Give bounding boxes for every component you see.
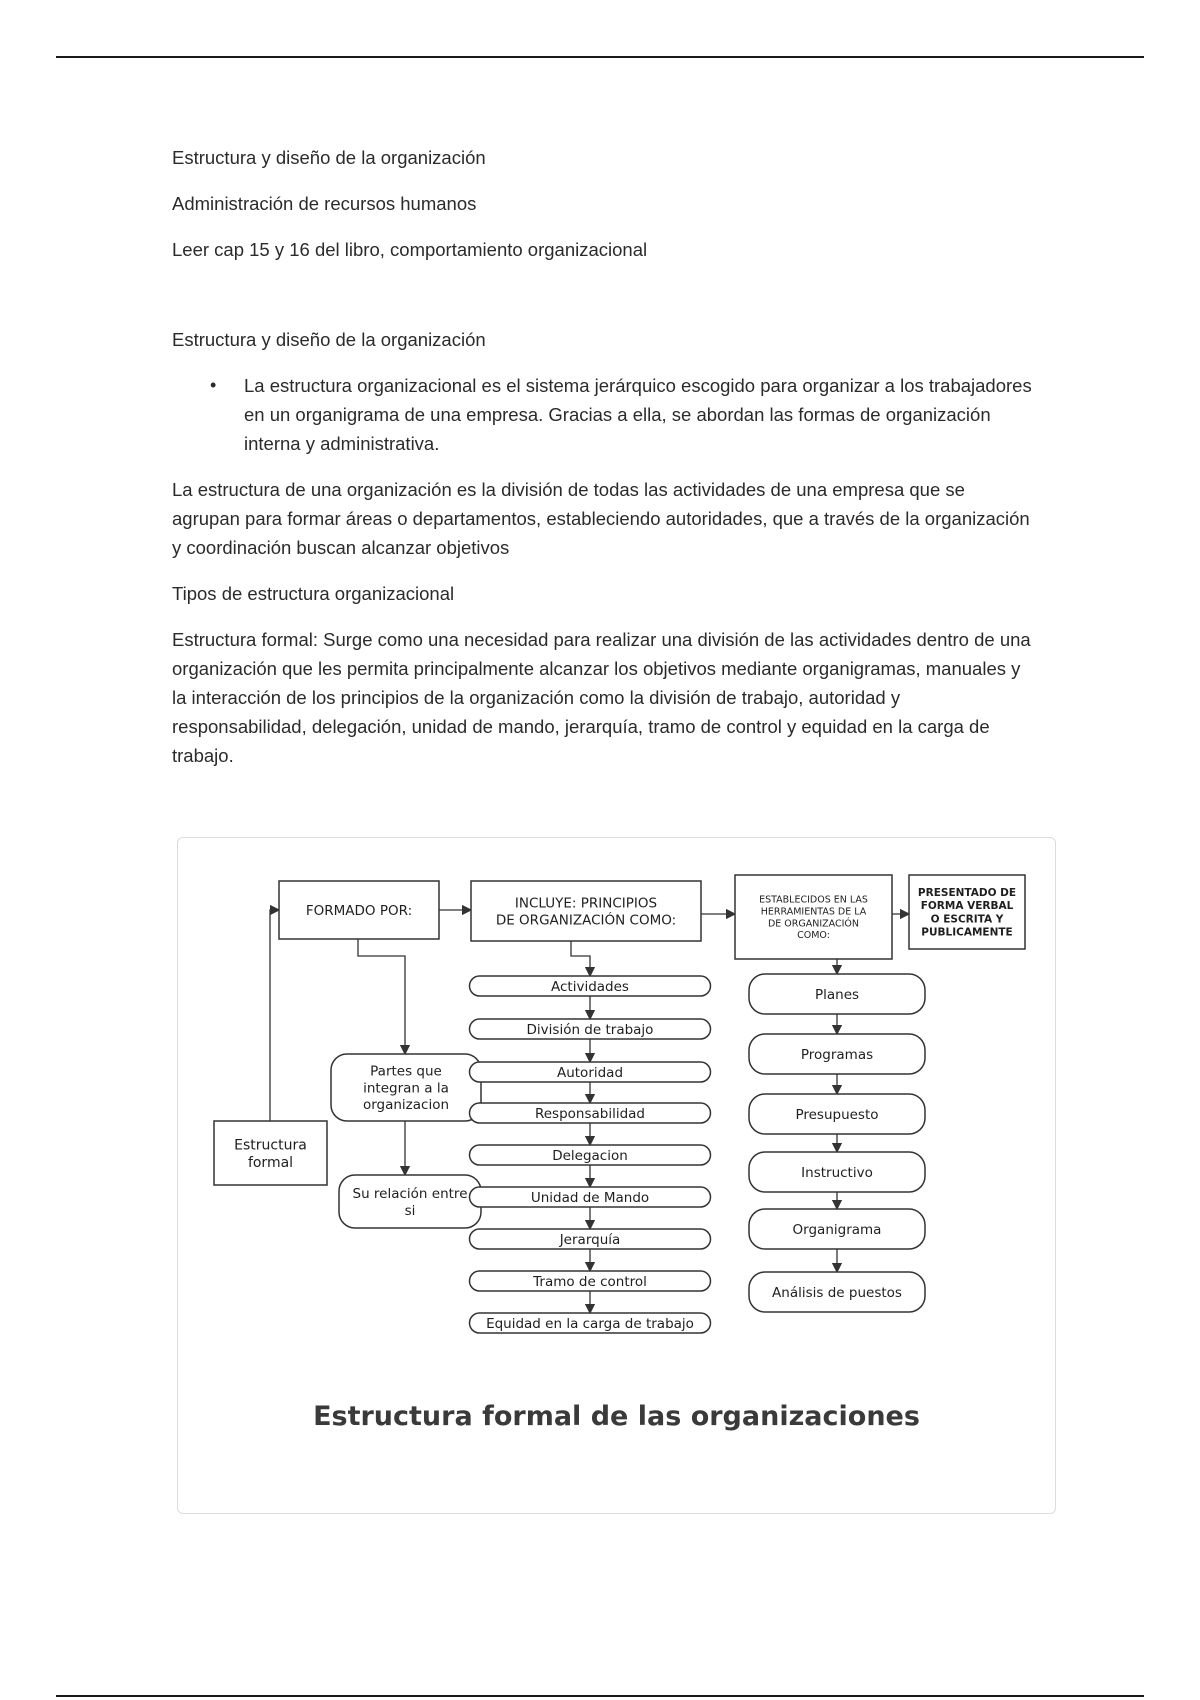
box-establecidos-label: DE ORGANIZACIÓN bbox=[767, 918, 860, 930]
box-establecidos-label: ESTABLECIDOS EN LAS bbox=[759, 894, 868, 906]
connector-line bbox=[571, 941, 590, 976]
bullet-text: La estructura organizacional es el sistema jerárquico escogido para organizar a los trabajadores en un organigrama de una empresa. Gracias a ella, se abordan las formas de organización interna y administrativa. bbox=[244, 375, 1032, 454]
box-formado-por-label: FORMADO POR: bbox=[305, 902, 413, 919]
diagram-caption: Estructura formal de las organizaciones bbox=[313, 1401, 920, 1432]
diagram-figure bbox=[177, 837, 1056, 1514]
principle-7-label: Jerarquía bbox=[559, 1231, 621, 1248]
principle-1-label: Actividades bbox=[551, 978, 629, 995]
box-relacion-label: Su relación entre bbox=[352, 1185, 468, 1202]
header-rule bbox=[56, 56, 1144, 58]
bullet-list bbox=[172, 371, 1032, 458]
box-presentado-label: FORMA VERBAL bbox=[920, 900, 1014, 913]
tool-2 bbox=[749, 1034, 925, 1074]
principle-2 bbox=[470, 1019, 711, 1039]
principle-7 bbox=[470, 1229, 711, 1249]
principle-5-label: Delegacion bbox=[552, 1147, 628, 1164]
principle-3-label: Autoridad bbox=[556, 1064, 624, 1081]
tool-1 bbox=[749, 974, 925, 1014]
box-estructura-formal bbox=[214, 1121, 327, 1185]
tool-3-label: Presupuesto bbox=[795, 1106, 879, 1123]
box-presentado-label: PRESENTADO DE bbox=[917, 887, 1017, 900]
box-establecidos-label: COMO: bbox=[797, 930, 830, 942]
principle-9 bbox=[470, 1313, 711, 1333]
tool-2-label: Programas bbox=[800, 1046, 874, 1063]
box-partes bbox=[331, 1054, 481, 1121]
principle-8-label: Tramo de control bbox=[533, 1273, 647, 1290]
box-formado-por bbox=[279, 881, 439, 939]
box-relacion-label: si bbox=[404, 1202, 416, 1219]
box-incluye-principios-label: DE ORGANIZACIÓN COMO: bbox=[495, 912, 677, 929]
box-incluye-principios-label: INCLUYE: PRINCIPIOS bbox=[514, 895, 658, 912]
box-presentado-label: O ESCRITA Y bbox=[930, 913, 1004, 926]
box-partes-label: integran a la bbox=[363, 1080, 449, 1097]
principle-9-label: Equidad en la carga de trabajo bbox=[486, 1315, 694, 1332]
header-line-course: Administración de recursos humanos bbox=[172, 193, 477, 214]
tool-6 bbox=[749, 1272, 925, 1312]
box-establecidos-label: HERRAMIENTAS DE LA bbox=[760, 906, 867, 918]
header-line-assignment: Leer cap 15 y 16 del libro, comportamiento organizacional bbox=[172, 239, 648, 260]
tool-6-label: Análisis de puestos bbox=[772, 1284, 902, 1301]
bullet-item bbox=[172, 371, 1032, 458]
connector-line bbox=[358, 939, 405, 1054]
box-establecidos bbox=[735, 875, 892, 959]
principle-8 bbox=[470, 1271, 711, 1291]
box-presentado-label: PUBLICAMENTE bbox=[921, 926, 1013, 939]
box-estructura-formal-label: Estructura bbox=[234, 1137, 307, 1154]
principle-2-label: División de trabajo bbox=[526, 1021, 654, 1038]
tool-4 bbox=[749, 1152, 925, 1192]
box-partes-label: Partes que bbox=[370, 1063, 442, 1080]
paragraph-definition: La estructura de una organización es la división de todas las actividades de una empresa que se agrupan para formar áreas o departamentos, estableciendo autoridades, que a través de la organización y coordinación buscan alcanzar objetivos bbox=[172, 479, 1030, 558]
footer-rule bbox=[56, 1695, 1144, 1697]
document-body bbox=[172, 143, 1032, 770]
paragraph-formal-structure: Estructura formal: Surge como una necesidad para realizar una división de las actividades dentro de una organización que les permita principalmente alcanzar los objetivos mediante organigramas, manuales y la interacción de los principios de la organización como la división de trabajo, autoridad y responsabilidad, delegación, unidad de mando, jerarquía, tramo de control y equidad en la carga de trabajo. bbox=[172, 629, 1031, 766]
box-partes-label: organizacion bbox=[362, 1097, 450, 1114]
principle-5 bbox=[470, 1145, 711, 1165]
principle-3 bbox=[470, 1062, 711, 1082]
section-heading: Estructura y diseño de la organización bbox=[172, 329, 486, 350]
principle-4 bbox=[470, 1103, 711, 1123]
box-incluye-principios bbox=[471, 881, 701, 941]
box-presentado bbox=[909, 875, 1025, 949]
principle-6 bbox=[470, 1187, 711, 1207]
bullet-dot-icon: • bbox=[210, 375, 217, 395]
header-line-title: Estructura y diseño de la organización bbox=[172, 147, 486, 168]
tool-3 bbox=[749, 1094, 925, 1134]
tool-5 bbox=[749, 1209, 925, 1249]
principle-1 bbox=[470, 976, 711, 996]
principle-4-label: Responsabilidad bbox=[534, 1105, 646, 1122]
box-estructura-formal-label: formal bbox=[247, 1154, 294, 1171]
tool-1-label: Planes bbox=[814, 986, 860, 1003]
tool-5-label: Organigrama bbox=[792, 1221, 882, 1238]
box-relacion bbox=[339, 1175, 481, 1228]
subheading-types: Tipos de estructura organizacional bbox=[172, 583, 455, 604]
connector-line bbox=[270, 910, 279, 1121]
tool-4-label: Instructivo bbox=[801, 1164, 873, 1181]
principle-6-label: Unidad de Mando bbox=[530, 1189, 650, 1206]
flow-diagram bbox=[178, 838, 1055, 1398]
